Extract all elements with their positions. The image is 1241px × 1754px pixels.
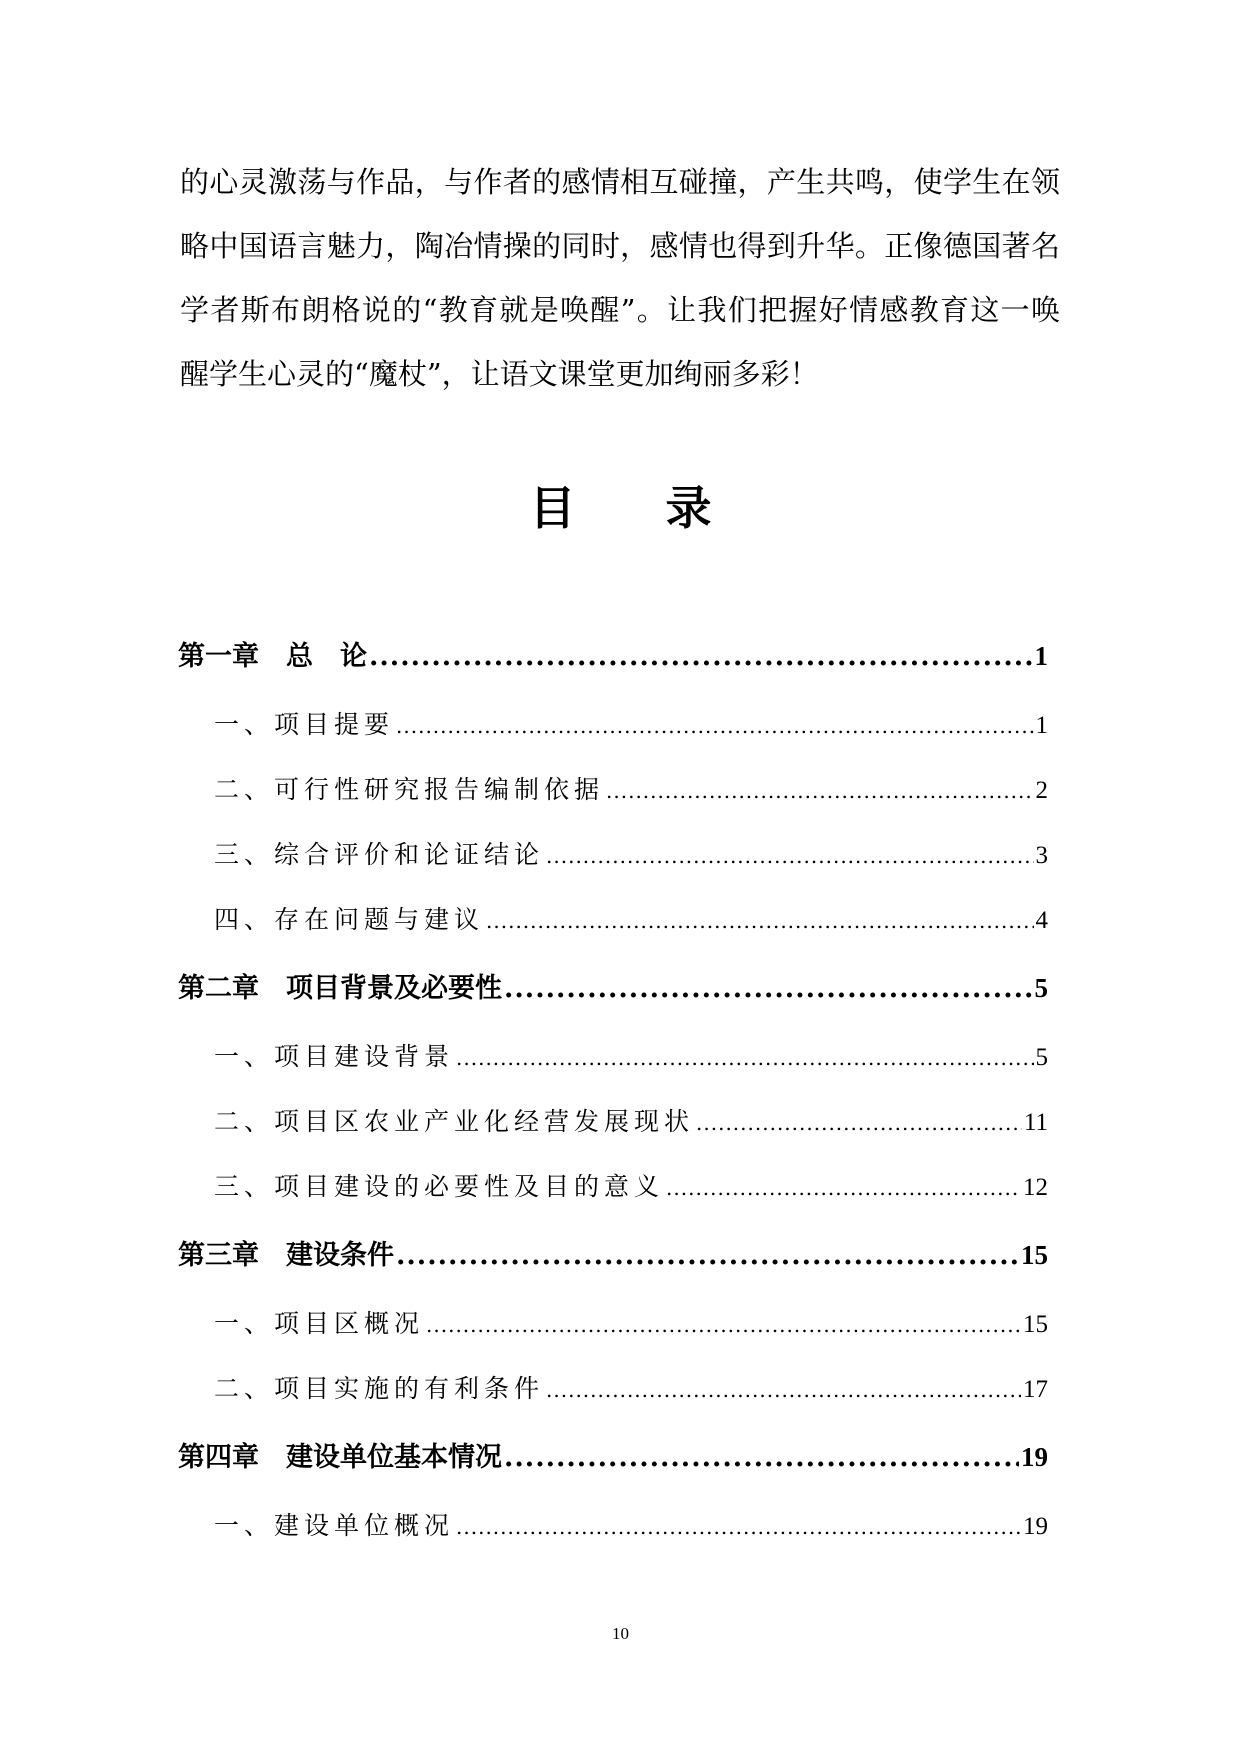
- toc-section-entry[interactable]: [178, 1154, 1048, 1219]
- toc-entry-label: 一、项目区概况: [214, 1309, 425, 1338]
- toc-leader-dots: [486, 889, 1033, 954]
- toc-leader-dots: [546, 1358, 1021, 1423]
- toc-leader-dots: [426, 1293, 1021, 1358]
- paragraph-line: 略中国语言魅力，陶冶情操的同时，感情也得到升华。正像德国著名: [180, 229, 1060, 263]
- toc-entry-page: 17: [1023, 1376, 1048, 1403]
- toc-entry-label: 二、可行性研究报告编制依据: [214, 775, 605, 804]
- toc-chapter-entry[interactable]: [178, 1219, 1048, 1291]
- toc-entry-page: 2: [1035, 777, 1048, 804]
- toc-entry-label: 三、综合评价和论证结论: [214, 840, 545, 869]
- toc-entry-page: 15: [1021, 1240, 1048, 1270]
- toc-entry-page: 11: [1023, 1109, 1048, 1136]
- toc-section-entry[interactable]: [178, 757, 1048, 822]
- toc-chapter-entry[interactable]: [178, 1421, 1048, 1493]
- toc-entry-page: 1: [1035, 712, 1048, 739]
- toc-leader-dots: [546, 824, 1033, 889]
- toc-entry-label: 一、项目提要: [214, 710, 395, 739]
- toc-leader-dots: [396, 694, 1033, 759]
- toc-leader-dots: [456, 1495, 1021, 1560]
- toc-entry-page: 5: [1034, 973, 1048, 1003]
- toc-entry-label: 一、建设单位概况: [214, 1511, 455, 1540]
- toc-title: 目录: [529, 481, 802, 535]
- toc-entry-page: 15: [1023, 1311, 1048, 1338]
- toc-section-entry[interactable]: [178, 1356, 1048, 1421]
- toc-entry-label: 第一章 总 论: [178, 641, 367, 672]
- toc-section-entry[interactable]: [178, 887, 1048, 952]
- toc-entry-label: 二、项目实施的有利条件: [214, 1374, 545, 1403]
- toc-leader-dots: [504, 953, 1033, 1025]
- toc-entry-label: 三、项目建设的必要性及目的意义: [214, 1172, 665, 1201]
- toc-section-entry[interactable]: [178, 1291, 1048, 1356]
- toc-entry-page: 12: [1023, 1174, 1048, 1201]
- toc-entry-label: 一、项目建设背景: [214, 1042, 455, 1071]
- toc-leader-dots: [369, 621, 1033, 693]
- page-number: 10: [612, 1624, 629, 1643]
- paragraph-line: 学者斯布朗格说的“教育就是唤醒”。让我们把握好情感教育这一唤: [180, 293, 1060, 327]
- toc-entry-page: 19: [1021, 1442, 1048, 1472]
- toc-section-entry[interactable]: [178, 692, 1048, 757]
- toc-entry-page: 3: [1035, 842, 1048, 869]
- paragraph-line: 醒学生心灵的“魔杖”，让语文课堂更加绚丽多彩！: [180, 357, 819, 391]
- toc-leader-dots: [396, 1220, 1019, 1292]
- table-of-contents: [178, 620, 1048, 1558]
- toc-leader-dots: [456, 1026, 1033, 1091]
- toc-entry-label: 第四章 建设单位基本情况: [178, 1442, 502, 1473]
- toc-entry-label: 第三章 建设条件: [178, 1240, 394, 1271]
- toc-entry-page: 4: [1035, 907, 1048, 934]
- toc-chapter-entry[interactable]: [178, 620, 1048, 692]
- toc-entry-label: 第二章 项目背景及必要性: [178, 973, 502, 1004]
- toc-entry-page: 5: [1035, 1044, 1048, 1071]
- paragraph-line: 的心灵激荡与作品，与作者的感情相互碰撞，产生共鸣，使学生在领: [180, 165, 1060, 199]
- toc-section-entry[interactable]: [178, 1493, 1048, 1558]
- toc-leader-dots: [504, 1422, 1019, 1494]
- toc-leader-dots: [606, 759, 1033, 824]
- toc-section-entry[interactable]: [178, 822, 1048, 887]
- toc-leader-dots: [666, 1156, 1021, 1221]
- toc-leader-dots: [696, 1091, 1022, 1156]
- toc-entry-label: 四、存在问题与建议: [214, 905, 485, 934]
- toc-section-entry[interactable]: [178, 1024, 1048, 1089]
- toc-entry-page: 1: [1034, 641, 1048, 671]
- body-paragraph: [180, 150, 1060, 406]
- toc-entry-page: 19: [1023, 1513, 1048, 1540]
- toc-section-entry[interactable]: [178, 1089, 1048, 1154]
- toc-chapter-entry[interactable]: [178, 952, 1048, 1024]
- toc-entry-label: 二、项目区农业产业化经营发展现状: [214, 1107, 695, 1136]
